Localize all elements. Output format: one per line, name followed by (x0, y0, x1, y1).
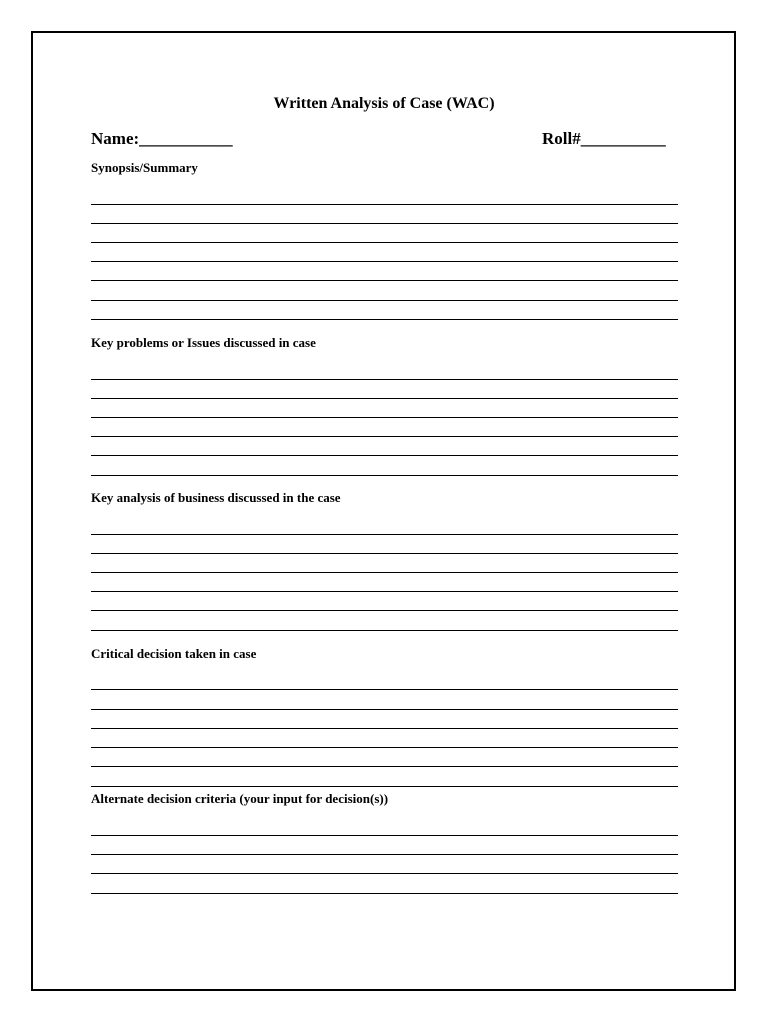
writing-line (91, 873, 678, 874)
writing-line (91, 689, 678, 690)
writing-line (91, 747, 678, 748)
writing-line (91, 300, 678, 301)
writing-line (91, 475, 678, 476)
writing-line (91, 728, 678, 729)
section-heading-key-analysis: Key analysis of business discussed in the case (91, 490, 341, 505)
writing-line (91, 319, 678, 320)
writing-line (91, 709, 678, 710)
writing-line (91, 455, 678, 456)
writing-line (91, 280, 678, 281)
writing-line (91, 630, 678, 631)
writing-line (91, 766, 678, 767)
writing-line (91, 591, 678, 592)
section-heading-key-problems: Key problems or Issues discussed in case (91, 335, 316, 350)
writing-line (91, 553, 678, 554)
section-heading-synopsis: Synopsis/Summary (91, 160, 198, 175)
writing-line (91, 223, 678, 224)
writing-line (91, 572, 678, 573)
writing-line (91, 835, 678, 836)
writing-line (91, 242, 678, 243)
writing-line (91, 610, 678, 611)
document-title: Written Analysis of Case (WAC) (273, 95, 495, 112)
section-heading-alternate-decision: Alternate decision criteria (your input for decision(s)) (91, 791, 389, 806)
writing-line (91, 417, 678, 418)
writing-line (91, 261, 678, 262)
writing-line (91, 398, 678, 399)
writing-line (91, 379, 678, 380)
writing-line (91, 893, 678, 894)
name-field: Name:___________ (91, 129, 233, 148)
section-heading-critical-decision: Critical decision taken in case (91, 646, 257, 661)
writing-line (91, 436, 678, 437)
writing-line (91, 204, 678, 205)
roll-number-field: Roll#__________ (542, 129, 666, 148)
writing-line (91, 534, 678, 535)
writing-line (91, 786, 678, 787)
writing-line (91, 854, 678, 855)
